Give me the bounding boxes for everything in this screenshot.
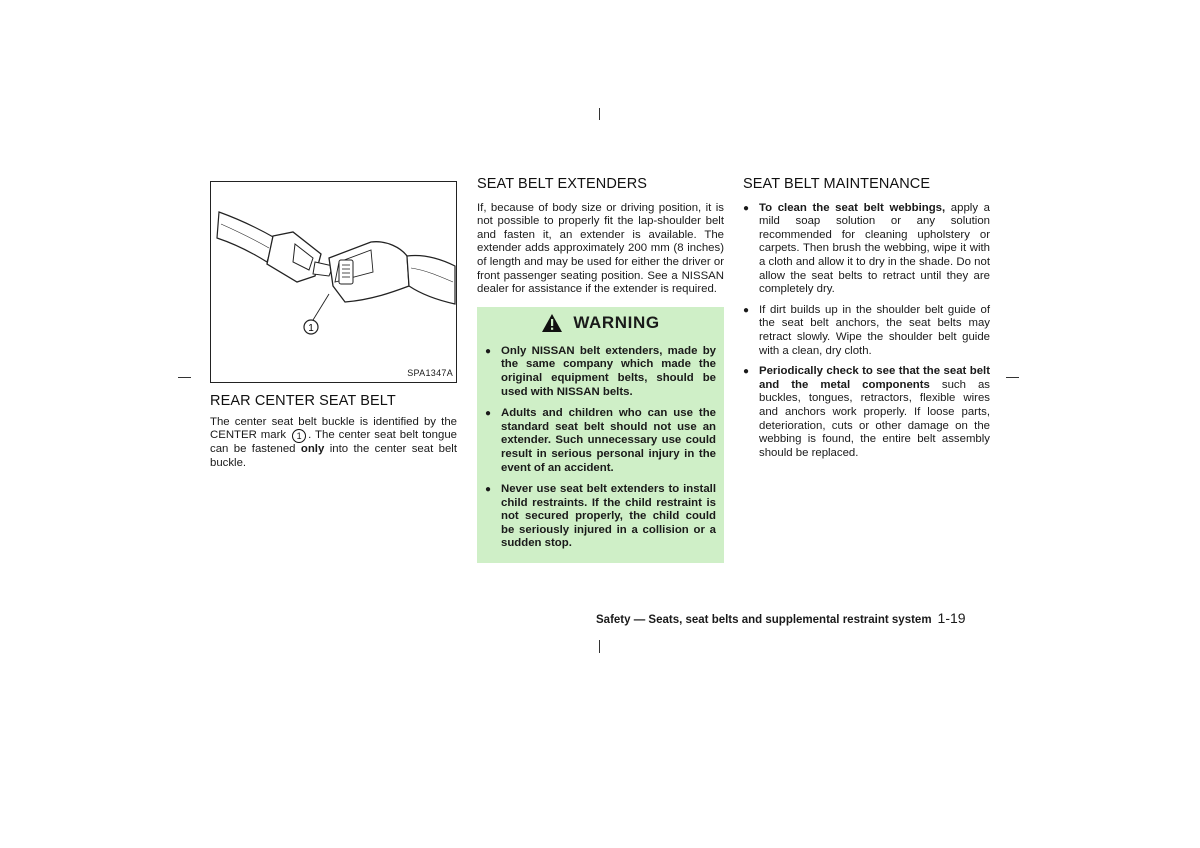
warning-item-text: Never use seat belt extenders to install child restraints. If the child restraint is not secured properly, the child could be seriously injured in a collision or a sudden stop. — [501, 483, 716, 550]
maintenance-item-body: apply a mild soap solution or any solution recommended for cleaning upholstery or carpets. Then brush the webbing, wipe it with a cloth and allow it to dry in the shade. Do not allow the seat belts to retract until they are completely dry. — [759, 201, 990, 296]
figure-code: SPA1347A — [406, 367, 454, 381]
heading-rear-center-seat-belt: REAR CENTER SEAT BELT — [210, 393, 396, 409]
maintenance-item-body: such as buckles, tongues, retractors, flexible wires and anchors work properly. If loose parts, deterioration, cuts or other damage on the webbing is found, the entire belt assembly should be replaced. — [759, 378, 991, 459]
rear-center-seat-belt-text — [210, 416, 457, 471]
para-text-a: The center seat belt buckle is identified by the CENTER mark — [210, 415, 457, 442]
warning-item — [485, 407, 716, 475]
bullet-dot: ● — [743, 202, 750, 214]
warning-item — [485, 483, 716, 551]
warning-title: WARNING — [573, 312, 660, 332]
warning-header — [477, 307, 724, 339]
figure-marker-label: 1 — [308, 323, 314, 334]
maintenance-item-bold: To clean the seat belt webbings, — [759, 201, 946, 214]
para-emphasis: only — [300, 443, 325, 456]
crop-mark-left — [178, 377, 191, 378]
maintenance-list — [743, 202, 990, 461]
circled-number-marker: 1 — [292, 429, 306, 443]
maintenance-item — [743, 304, 990, 358]
bullet-dot: ● — [485, 345, 492, 357]
bullet-dot: ● — [485, 484, 492, 496]
maintenance-item — [743, 365, 990, 460]
maintenance-item-bold: Periodically check to see that the seat belt and the metal components — [759, 365, 990, 391]
maintenance-item-body: If dirt builds up in the shoulder belt guide of the seat belt anchors, the seat belts may retract slowly. Wipe the shoulder belt guide with a clean, dry cloth. — [759, 303, 990, 357]
maintenance-item-text — [759, 304, 990, 358]
column-seat-belt-extenders — [477, 178, 724, 563]
bullet-dot: ● — [743, 304, 750, 316]
crop-mark-right — [1006, 377, 1019, 378]
footer-section-title: Safety — Seats, seat belts and supplemental restraint system — [596, 614, 932, 626]
seat-belt-buckle-illustration — [211, 182, 456, 382]
seat-belt-buckle-figure — [210, 181, 457, 383]
maintenance-item — [743, 202, 990, 297]
page-number: 1-19 — [937, 610, 966, 626]
crop-mark-top — [599, 108, 600, 120]
warning-item-text: Adults and children who can use the standard seat belt should not use an extender. Such unnecessary use could result in serious personal injury in the event of an accident. — [501, 407, 716, 474]
heading-seat-belt-maintenance: SEAT BELT MAINTENANCE — [743, 176, 931, 192]
bullet-dot: ● — [743, 366, 750, 378]
page-footer — [596, 610, 996, 626]
warning-item — [485, 345, 716, 399]
warning-box — [477, 307, 724, 563]
column-seat-belt-maintenance — [743, 178, 990, 467]
maintenance-item-text — [759, 365, 990, 460]
crop-mark-bottom — [599, 640, 600, 653]
warning-list — [477, 339, 724, 563]
maintenance-item-text — [759, 202, 990, 297]
para-text-b: . The center seat belt tongue can be fastened — [210, 429, 457, 456]
seat-belt-extenders-text: If, because of body size or driving position, it is not possible to properly fit the lap-shoulder belt and fasten it, an extender is available. The extender adds approximately 200 mm (8 inches) of length and may be used for either the driver or front passenger seating position. See a NISSAN dealer for assistance if the extender is required. — [477, 201, 724, 296]
warning-triangle-icon — [541, 313, 563, 333]
heading-seat-belt-extenders: SEAT BELT EXTENDERS — [477, 176, 648, 192]
bullet-dot: ● — [485, 408, 492, 420]
para-text-c: into the center seat belt buckle. — [210, 443, 457, 469]
column-rear-center-seat-belt — [210, 181, 457, 470]
warning-item-text: Only NISSAN belt extenders, made by the same company which made the original equipment belts, should be used with NISSAN belts. — [501, 344, 716, 398]
